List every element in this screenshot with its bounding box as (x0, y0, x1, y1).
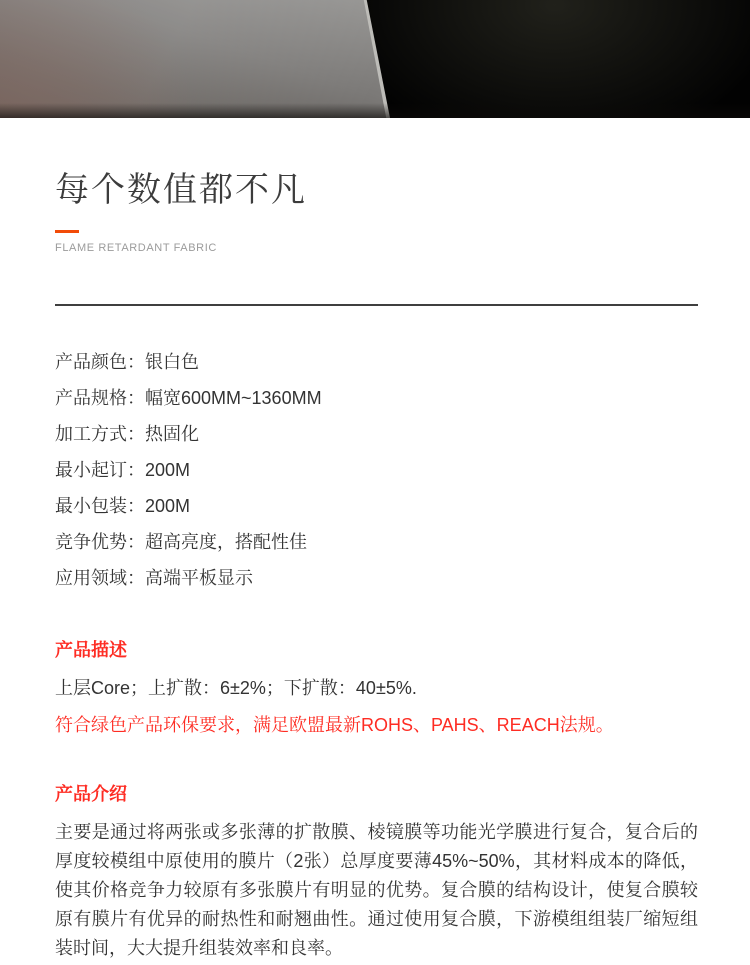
spec-label: 产品颜色： (55, 352, 145, 372)
spec-value: 银白色 (145, 352, 199, 372)
spec-value: 幅宽600MM~1360MM (145, 388, 322, 408)
spec-label: 产品规格： (55, 388, 145, 408)
spec-list (55, 344, 698, 596)
spec-label: 最小起订： (55, 460, 145, 480)
spec-row-color (55, 344, 698, 380)
spec-label: 加工方式： (55, 424, 145, 444)
description-compliance-line: 符合绿色产品环保要求，满足欧盟最新ROHS、PAHS、REACH法规。 (55, 715, 614, 735)
spec-value: 超高亮度，搭配性佳 (145, 532, 307, 552)
spec-row-process (55, 416, 698, 452)
page-subtitle: FLAME RETARDANT FABRIC (55, 242, 217, 254)
introduction-heading: 产品介绍 (55, 784, 127, 804)
description-spec-line: 上层Core；上扩散：6±2%；下扩散：40±5%. (55, 678, 417, 698)
page-title: 每个数值都不凡 (55, 171, 307, 209)
title-accent-dash (55, 230, 79, 233)
spec-value: 200M (145, 496, 191, 516)
product-photo (0, 0, 750, 118)
spec-label: 竞争优势： (55, 532, 145, 552)
spec-row-min-package (55, 488, 698, 524)
spec-row-min-order (55, 452, 698, 488)
photo-bottom-shadow (0, 103, 750, 118)
spec-row-application (55, 560, 698, 596)
spec-value: 热固化 (145, 424, 199, 444)
description-heading: 产品描述 (55, 640, 127, 660)
spec-value: 高端平板显示 (145, 568, 253, 588)
section-divider (55, 304, 698, 306)
spec-row-size (55, 380, 698, 416)
product-content (0, 170, 750, 963)
spec-label: 最小包装： (55, 496, 145, 516)
introduction-paragraph: 主要是通过将两张或多张薄的扩散膜、棱镜膜等功能光学膜进行复合，复合后的厚度较模组中原使用的膜片（2张）总厚度要薄45%~50%，其材料成本的降低，使其价格竞争力较原有多张膜片有明显的优势。复合膜的结构设计，使复合膜较原有膜片有优异的耐热性和耐翘曲性。通过使用复合膜，下游模组组装厂缩短组装时间，大大提升组装效率和良率。 (55, 822, 698, 958)
spec-value: 200M (145, 460, 191, 480)
spec-row-advantage (55, 524, 698, 560)
spec-label: 应用领域： (55, 568, 145, 588)
